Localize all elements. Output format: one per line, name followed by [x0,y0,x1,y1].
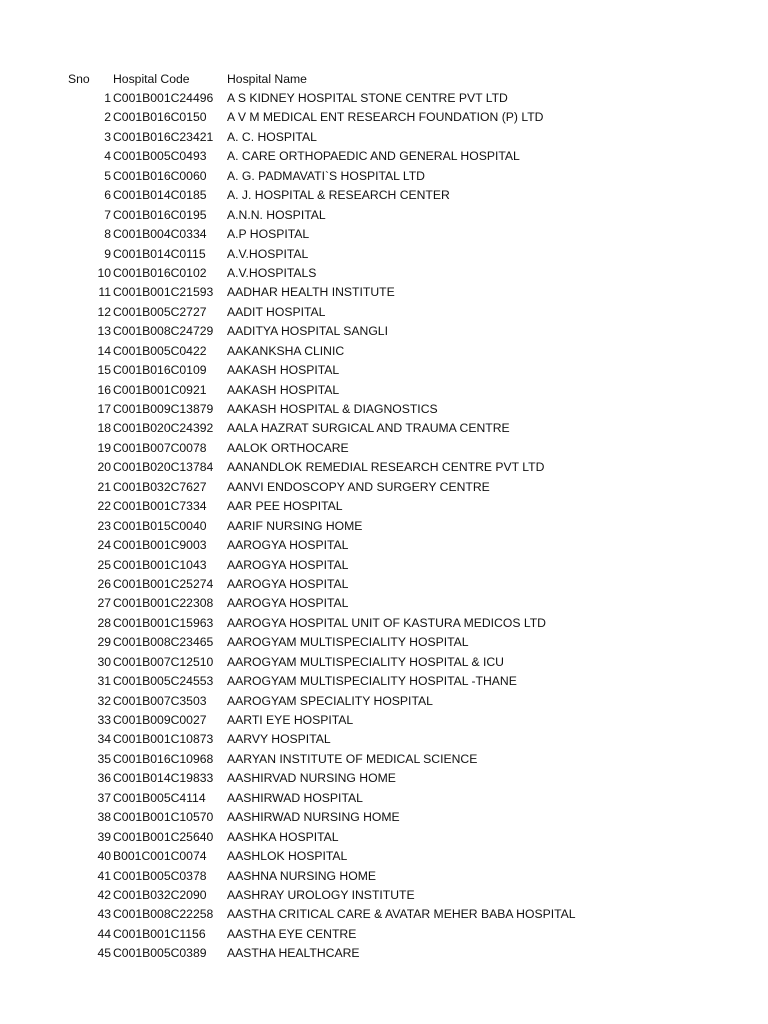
table-row [0,886,768,905]
hospital-name-cell: AAROGYAM MULTISPECIALITY HOSPITAL -THANE [227,674,517,689]
table-row [0,536,768,555]
table-row [0,614,768,633]
hospital-code-cell: C001B005C0422 [113,343,207,358]
hospital-code-cell: C001B016C0150 [113,110,207,125]
hospital-name-cell: AAROGYA HOSPITAL UNIT OF KASTURA MEDICOS LTD [227,615,546,630]
table-row [0,361,768,380]
sno-cell: 15 [97,363,111,378]
table-row [0,147,768,166]
hospital-code-cell: C001B016C10968 [113,751,214,766]
table-row [0,167,768,186]
hospital-name-cell: A.V.HOSPITALS [227,265,317,280]
hospital-code-cell: C001B007C0078 [113,440,207,455]
sno-cell: 26 [97,576,111,591]
hospital-name-cell: AASTHA EYE CENTRE [227,926,357,941]
hospital-name-cell: AADIT HOSPITAL [227,304,326,319]
hospital-name-cell: AANVI ENDOSCOPY AND SURGERY CENTRE [227,479,490,494]
sno-cell: 36 [97,771,111,786]
sno-cell: 22 [97,499,111,514]
hospital-name-cell: A.V.HOSPITAL [227,246,309,261]
hospital-code-cell: C001B016C0060 [113,168,207,183]
hospital-code-cell: C001B008C22258 [113,907,214,922]
hospital-code-cell: C001B005C0493 [113,149,207,164]
hospital-name-cell: A S KIDNEY HOSPITAL STONE CENTRE PVT LTD [227,91,508,105]
sno-cell: 25 [97,557,111,572]
sno-cell: 31 [97,674,111,689]
hospital-name-cell: AADHAR HEALTH INSTITUTE [227,285,395,300]
hospital-name-cell: AAR PEE HOSPITAL [227,499,343,514]
sno-cell: 38 [97,810,111,825]
table-row [0,439,768,458]
hospital-code-cell: C001B005C24553 [113,674,214,689]
hospital-name-cell: AANANDLOK REMEDIAL RESEARCH CENTRE PVT LTD [227,460,545,475]
sno-cell: 24 [97,538,111,553]
hospital-list-table [0,69,768,964]
hospital-name-cell: AASHIRWAD NURSING HOME [227,810,400,825]
hospital-code-cell: C001B008C24729 [113,324,214,339]
table-row [0,303,768,322]
hospital-code-cell: C001B032C2090 [113,887,207,902]
hospital-code-cell: C001B005C2727 [113,304,207,319]
hospital-name-cell: A. CARE ORTHOPAEDIC AND GENERAL HOSPITAL [227,149,520,164]
hospital-code-cell: C001B001C10873 [113,732,214,747]
sno-cell: 34 [97,732,111,747]
sno-cell: 28 [97,615,111,630]
table-row [0,458,768,477]
table-row [0,400,768,419]
hospital-code-cell: C001B001C7334 [113,499,207,514]
table-row [0,867,768,886]
hospital-name-cell: AAKASH HOSPITAL & DIAGNOSTICS [227,402,438,416]
hospital-code-cell: C001B001C10570 [113,810,214,825]
hospital-name-cell: AAKASH HOSPITAL [227,363,340,378]
sno-cell: 23 [97,518,111,533]
hospital-code-cell: C001B001C25640 [113,829,214,844]
hospital-name-cell: A. J. HOSPITAL & RESEARCH CENTER [227,188,450,203]
table-row [0,128,768,147]
header-sno: Sno [68,72,90,86]
sno-cell: 21 [97,479,111,494]
table-row [0,789,768,808]
hospital-name-cell: AASHKA HOSPITAL [227,829,339,844]
hospital-name-cell: A. G. PADMAVATI`S HOSPITAL LTD [227,168,425,183]
sno-cell: 14 [97,343,111,358]
hospital-name-cell: AASTHA HEALTHCARE [227,946,360,961]
sno-cell: 35 [97,751,111,766]
sno-cell: 19 [97,440,111,455]
table-row [0,808,768,827]
hospital-name-cell: A. C. HOSPITAL [227,129,317,144]
hospital-code-cell: C001B020C24392 [113,421,214,436]
table-row [0,653,768,672]
sno-cell: 4 [104,149,111,164]
table-row [0,730,768,749]
header-hospital-code: Hospital Code [113,72,190,86]
hospital-code-cell: C001B001C24496 [113,91,214,105]
header-hospital-name: Hospital Name [227,72,307,86]
hospital-name-cell: AALOK ORTHOCARE [227,440,349,455]
table-row [0,419,768,438]
hospital-code-cell: C001B007C12510 [113,654,214,669]
table-row [0,381,768,400]
sno-cell: 39 [97,829,111,844]
sno-cell: 10 [97,265,111,280]
hospital-name-cell: AASHNA NURSING HOME [227,868,376,883]
table-row [0,245,768,264]
hospital-code-cell: C001B009C13879 [113,402,214,416]
hospital-name-cell: AASHRAY UROLOGY INSTITUTE [227,887,415,902]
table-row [0,517,768,536]
sno-cell: 42 [97,887,111,902]
sno-cell: 9 [104,246,111,261]
hospital-code-cell: C001B016C0102 [113,265,207,280]
table-row [0,750,768,769]
hospital-code-cell: C001B001C15963 [113,615,214,630]
hospital-name-cell: AARIF NURSING HOME [227,518,363,533]
hospital-code-cell: C001B001C21593 [113,285,214,300]
hospital-name-cell: A.N.N. HOSPITAL [227,207,326,222]
table-row [0,478,768,497]
table-row [0,283,768,302]
table-row [0,342,768,361]
hospital-name-cell: AAKASH HOSPITAL [227,382,340,397]
sno-cell: 8 [104,227,111,242]
hospital-name-cell: AAROGYA HOSPITAL [227,596,349,611]
table-row [0,264,768,283]
hospital-name-cell: AASHLOK HOSPITAL [227,849,348,864]
hospital-code-cell: C001B014C0185 [113,188,207,203]
hospital-code-cell: C001B001C25274 [113,576,214,591]
hospital-code-cell: C001B015C0040 [113,518,207,533]
hospital-name-cell: AALA HAZRAT SURGICAL AND TRAUMA CENTRE [227,421,510,436]
sno-cell: 18 [97,421,111,436]
hospital-name-cell: A.P HOSPITAL [227,227,310,242]
hospital-code-cell: C001B014C0115 [113,246,206,261]
sno-cell: 40 [97,849,111,864]
hospital-code-cell: C001B032C7627 [113,479,207,494]
hospital-code-cell: C001B005C0389 [113,946,207,961]
table-row [0,575,768,594]
hospital-code-cell: C001B014C19833 [113,771,214,786]
hospital-name-cell: AAROGYAM MULTISPECIALITY HOSPITAL [227,635,469,650]
hospital-code-cell: C001B001C9003 [113,538,207,553]
sno-cell: 1 [104,91,111,105]
hospital-code-cell: C001B001C1156 [113,926,206,941]
sno-cell: 13 [97,324,111,339]
table-row [0,905,768,924]
sno-cell: 30 [97,654,111,669]
hospital-code-cell: C001B008C23465 [113,635,214,650]
hospital-code-cell: C001B020C13784 [113,460,214,475]
sno-cell: 45 [97,946,111,961]
hospital-code-cell: B001C001C0074 [113,849,207,864]
table-row [0,633,768,652]
table-row [0,225,768,244]
hospital-code-cell: C001B001C22308 [113,596,214,611]
table-row [0,944,768,963]
hospital-code-cell: C001B016C0195 [113,207,207,222]
hospital-name-cell: AAROGYAM MULTISPECIALITY HOSPITAL & ICU [227,654,504,669]
hospital-name-cell: AASHIRVAD NURSING HOME [227,771,396,786]
sno-cell: 16 [97,382,111,397]
hospital-code-cell: C001B007C3503 [113,693,207,708]
table-row [0,89,768,108]
table-row [0,594,768,613]
hospital-code-cell: C001B016C0109 [113,363,207,378]
hospital-code-cell: C001B001C0921 [113,382,207,397]
hospital-name-cell: AAROGYA HOSPITAL [227,557,349,572]
table-row [0,828,768,847]
sno-cell: 6 [104,188,111,203]
table-row [0,322,768,341]
sno-cell: 41 [97,868,111,883]
sno-cell: 37 [97,790,111,805]
sno-cell: 2 [104,110,111,125]
hospital-name-cell: AAROGYAM SPECIALITY HOSPITAL [227,693,433,708]
table-row [0,108,768,127]
table-row [0,847,768,866]
sno-cell: 33 [97,713,111,727]
hospital-code-cell: C001B009C0027 [113,713,207,727]
hospital-code-cell: C001B004C0334 [113,227,207,242]
hospital-name-cell: AASHIRWAD HOSPITAL [227,790,363,805]
table-row [0,186,768,205]
sno-cell: 17 [97,402,111,416]
table-row [0,497,768,516]
sno-cell: 7 [104,207,111,222]
table-row [0,672,768,691]
hospital-name-cell: A V M MEDICAL ENT RESEARCH FOUNDATION (P) LTD [227,110,544,125]
sno-cell: 5 [104,168,111,183]
table-row [0,769,768,788]
sno-cell: 12 [97,304,111,319]
hospital-name-cell: AAKANKSHA CLINIC [227,343,345,358]
sno-cell: 20 [97,460,111,475]
hospital-name-cell: AASTHA CRITICAL CARE & AVATAR MEHER BABA HOSPITAL [227,907,576,922]
table-row [0,556,768,575]
sno-cell: 27 [97,596,111,611]
hospital-name-cell: AADITYA HOSPITAL SANGLI [227,324,388,339]
sno-cell: 43 [97,907,111,922]
hospital-code-cell: C001B001C1043 [113,557,207,572]
sno-cell: 3 [104,129,111,144]
table-row [0,711,768,730]
hospital-name-cell: AAROGYA HOSPITAL [227,538,349,553]
sno-cell: 11 [98,285,111,300]
sno-cell: 32 [97,693,111,708]
table-body [0,89,768,964]
table-row [0,692,768,711]
sno-cell: 44 [97,926,111,941]
hospital-code-cell: C001B005C0378 [113,868,207,883]
table-row [0,925,768,944]
hospital-name-cell: AAROGYA HOSPITAL [227,576,349,591]
hospital-name-cell: AARYAN INSTITUTE OF MEDICAL SCIENCE [227,751,478,766]
hospital-code-cell: C001B016C23421 [113,129,214,144]
table-row [0,206,768,225]
sno-cell: 29 [97,635,111,650]
hospital-code-cell: C001B005C4114 [113,790,206,805]
table-header-row [0,69,768,89]
hospital-name-cell: AARTI EYE HOSPITAL [227,713,354,727]
hospital-name-cell: AARVY HOSPITAL [227,732,331,747]
